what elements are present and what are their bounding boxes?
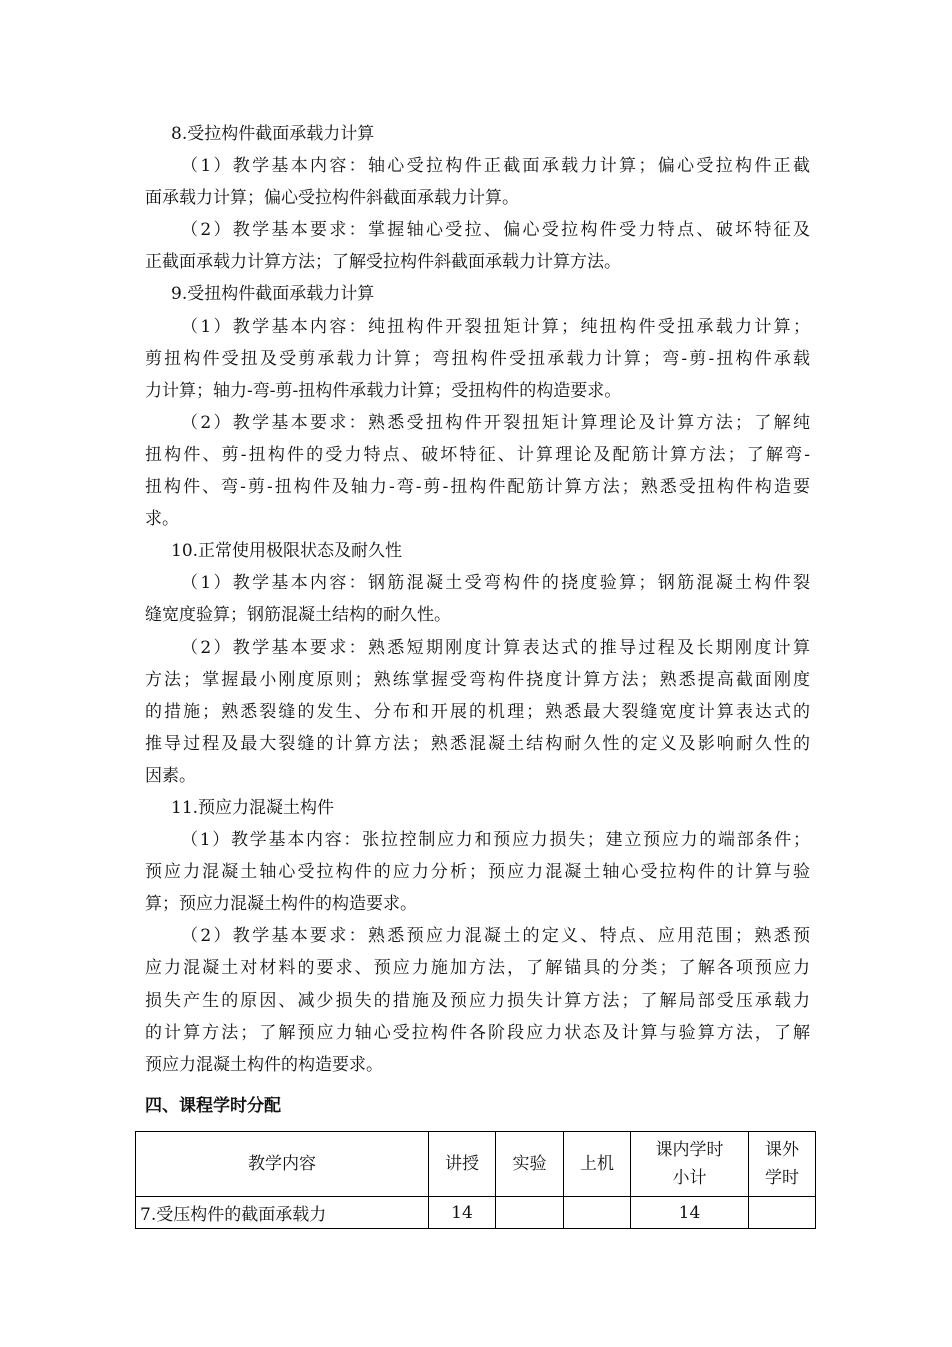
table-header-row <box>136 1132 816 1197</box>
header-outside <box>749 1132 816 1197</box>
text-line: （2）教学基本要求：熟悉预应力混凝土的定义、特点、应用范围；熟悉预 <box>181 926 810 947</box>
text-line: 推导过程及最大裂缝的计算方法；熟悉混凝土结构耐久性的定义及影响耐久性的 <box>145 733 810 754</box>
section-title: 四、课程学时分配 <box>145 1096 281 1116</box>
text-line: 预应力混凝土构件的构造要求。 <box>145 1054 383 1075</box>
text-line: 面承载力计算；偏心受拉构件斜截面承载力计算。 <box>145 188 519 209</box>
course-hours-table <box>135 1131 816 1229</box>
item-heading: 11.预应力混凝土构件 <box>171 797 335 818</box>
header-subtotal-line1: 课内学时 <box>655 1140 724 1160</box>
text-line: 缝宽度验算；钢筋混凝土结构的耐久性。 <box>145 605 451 626</box>
header-computer: 上机 <box>564 1132 631 1197</box>
cell-outside <box>749 1197 816 1229</box>
text-line: 方法；掌握最小刚度原则；熟练掌握受弯构件挠度计算方法；熟悉提高截面刚度 <box>145 669 810 690</box>
cell-content: 7.受压构件的截面承载力 <box>136 1197 429 1229</box>
header-content: 教学内容 <box>136 1132 429 1197</box>
text-line: 算；预应力混凝土构件的构造要求。 <box>145 894 417 915</box>
text-line: 求。 <box>145 509 179 530</box>
text-line: （1）教学基本内容：纯扭构件开裂扭矩计算；纯扭构件受扭承载力计算； <box>181 316 810 337</box>
text-line: 扭构件、弯-剪-扭构件及轴力-弯-剪-扭构件配筋计算方法；熟悉受扭构件构造要 <box>145 477 810 498</box>
text-line: 的措施；熟悉裂缝的发生、分布和开展的机理；熟悉最大裂缝宽度计算表达式的 <box>145 701 810 722</box>
text-line: 的计算方法；了解预应力轴心受拉构件各阶段应力状态及计算与验算方法，了解 <box>145 1022 810 1043</box>
text-line: 扭构件、剪-扭构件的受力特点、破坏特征、计算理论及配筋计算方法；了解弯- <box>145 444 810 465</box>
item-heading: 9.受扭构件截面承载力计算 <box>171 284 375 305</box>
text-line: 正截面承载力计算方法；了解受拉构件斜截面承载力计算方法。 <box>145 252 621 273</box>
cell-computer <box>564 1197 631 1229</box>
text-line: （2）教学基本要求：熟悉受扭构件开裂扭矩计算理论及计算方法；了解纯 <box>181 412 810 433</box>
text-line: 预应力混凝土轴心受拉构件的应力分析；预应力混凝土轴心受拉构件的计算与验 <box>145 862 810 883</box>
header-outside-line2: 学时 <box>765 1168 799 1188</box>
cell-lecture: 14 <box>429 1197 496 1229</box>
header-outside-line1: 课外 <box>765 1140 799 1160</box>
text-line: 剪扭构件受扭及受剪承载力计算；弯扭构件受扭承载力计算；弯-剪-扭构件承载 <box>145 348 810 369</box>
body-text <box>145 118 810 1081</box>
header-experiment: 实验 <box>496 1132 564 1197</box>
header-lecture: 讲授 <box>429 1132 496 1197</box>
text-line: （1）教学基本内容：钢筋混凝土受弯构件的挠度验算；钢筋混凝土构件裂 <box>181 573 810 594</box>
header-subtotal-line2: 小计 <box>672 1168 707 1188</box>
text-line: （2）教学基本要求：掌握轴心受拉、偏心受拉构件受力特点、破坏特征及 <box>181 220 810 241</box>
text-line: （1）教学基本内容：轴心受拉构件正截面承载力计算；偏心受拉构件正截 <box>181 156 810 177</box>
cell-experiment <box>496 1197 564 1229</box>
item-heading: 8.受拉构件截面承载力计算 <box>171 124 375 144</box>
header-subtotal <box>631 1132 749 1197</box>
text-line: 因素。 <box>145 765 196 786</box>
text-line: 力计算；轴力-弯-剪-扭构件承载力计算；受扭构件的构造要求。 <box>145 380 622 401</box>
text-line: （1）教学基本内容：张拉控制应力和预应力损失；建立预应力的端部条件； <box>181 830 810 851</box>
text-line: 应力混凝土对材料的要求、预应力施加方法，了解锚具的分类；了解各项预应力 <box>145 958 810 979</box>
item-heading: 10.正常使用极限状态及耐久性 <box>171 541 403 562</box>
text-line: （2）教学基本要求：熟悉短期刚度计算表达式的推导过程及长期刚度计算 <box>181 637 810 658</box>
table-row <box>136 1197 816 1229</box>
text-line: 损失产生的原因、减少损失的措施及预应力损失计算方法；了解局部受压承载力 <box>145 990 810 1011</box>
cell-subtotal: 14 <box>631 1197 749 1229</box>
